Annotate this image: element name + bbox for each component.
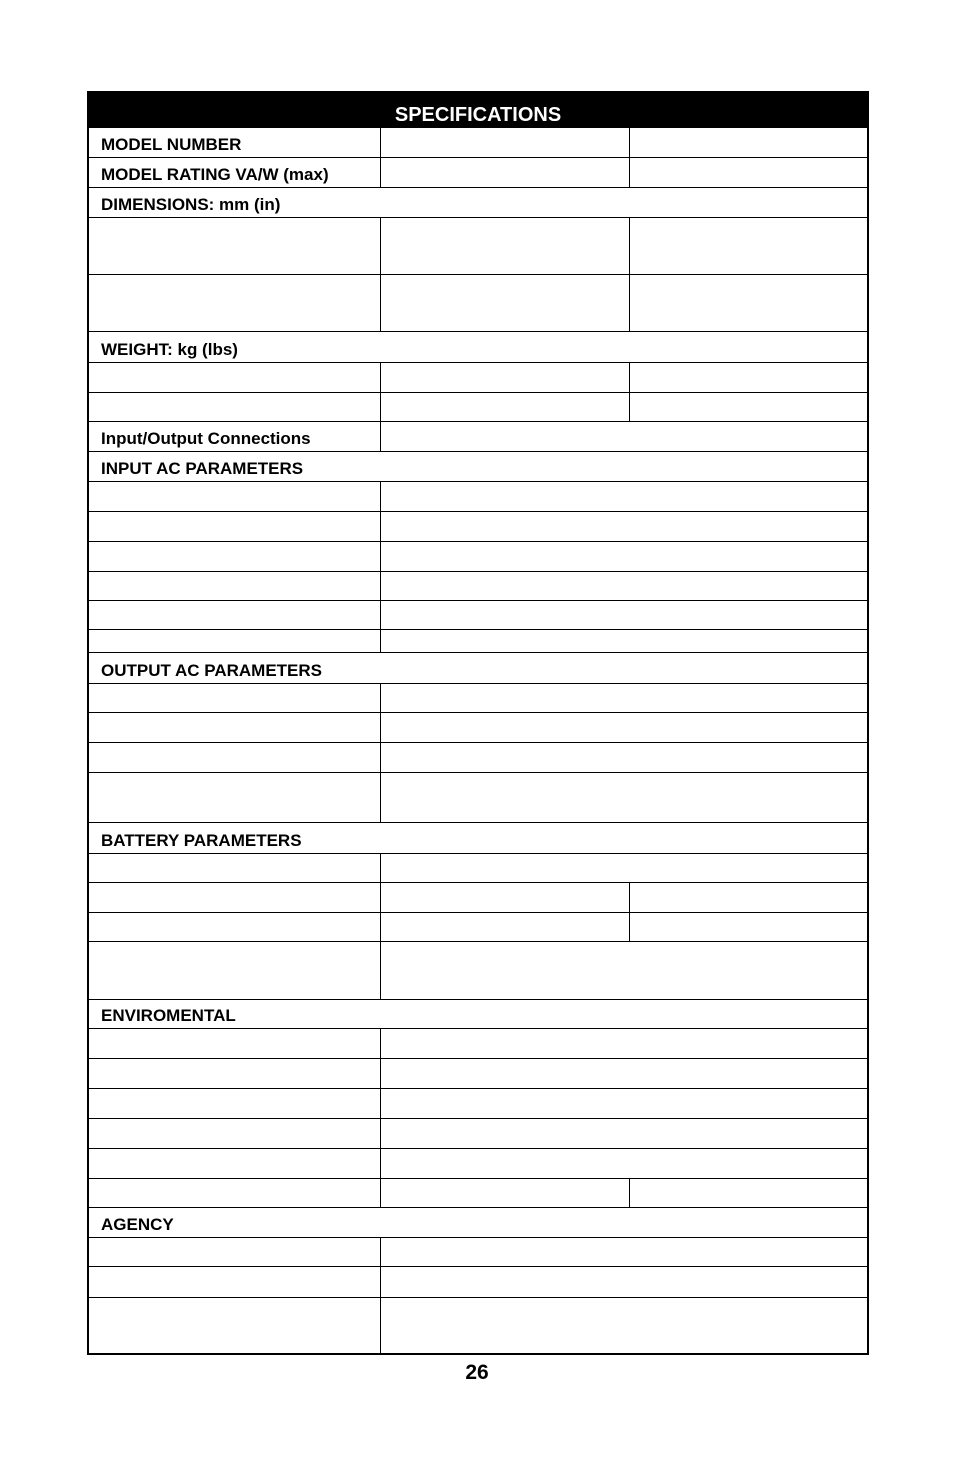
table-row — [88, 1058, 868, 1088]
table-cell — [380, 571, 868, 600]
table-row — [88, 683, 868, 712]
table-cell — [380, 541, 868, 571]
table-cell — [88, 882, 380, 912]
table-cell — [380, 392, 629, 421]
section-header-row — [88, 187, 868, 217]
table-cell — [629, 127, 868, 157]
table-row — [88, 217, 868, 274]
table-cell — [629, 912, 868, 941]
table-row — [88, 1088, 868, 1118]
table-cell — [88, 541, 380, 571]
input-ac-section-header: INPUT AC PARAMETERS — [88, 451, 868, 481]
table-cell — [629, 362, 868, 392]
table-cell — [380, 912, 629, 941]
table-cell — [88, 1118, 380, 1148]
table-cell — [88, 274, 380, 331]
table-row — [88, 511, 868, 541]
table-cell — [380, 1266, 868, 1297]
table-cell — [380, 772, 868, 822]
table-row — [88, 1266, 868, 1297]
section-header-row — [88, 1207, 868, 1237]
table-cell — [629, 274, 868, 331]
model-number-label: MODEL NUMBER — [88, 127, 380, 157]
table-row — [88, 392, 868, 421]
section-header-row — [88, 999, 868, 1028]
io-connections-label: Input/Output Connections — [88, 421, 380, 451]
section-header-row — [88, 331, 868, 362]
section-header-row — [88, 451, 868, 481]
table-row — [88, 742, 868, 772]
table-row — [88, 541, 868, 571]
table-row — [88, 941, 868, 999]
table-cell — [88, 912, 380, 941]
output-ac-section-header: OUTPUT AC PARAMETERS — [88, 652, 868, 683]
table-cell — [88, 742, 380, 772]
table-row — [88, 912, 868, 941]
table-cell — [88, 481, 380, 511]
table-cell — [629, 217, 868, 274]
table-row — [88, 772, 868, 822]
table-row — [88, 1297, 868, 1354]
table-cell — [88, 1297, 380, 1354]
table-row — [88, 421, 868, 451]
table-cell — [380, 481, 868, 511]
table-cell — [380, 1178, 629, 1207]
table-cell — [380, 629, 868, 652]
table-row — [88, 712, 868, 742]
table-cell — [380, 742, 868, 772]
table-cell — [88, 712, 380, 742]
weight-section-header: WEIGHT: kg (lbs) — [88, 331, 868, 362]
table-row — [88, 1148, 868, 1178]
table-cell — [380, 941, 868, 999]
table-cell — [380, 157, 629, 187]
table-row — [88, 853, 868, 882]
table-cell — [380, 1148, 868, 1178]
battery-section-header: BATTERY PARAMETERS — [88, 822, 868, 853]
table-cell — [380, 882, 629, 912]
table-cell — [88, 629, 380, 652]
table-cell — [629, 392, 868, 421]
table-cell — [380, 853, 868, 882]
table-title: SPECIFICATIONS — [88, 92, 868, 127]
table-cell — [380, 1237, 868, 1266]
table-cell — [88, 392, 380, 421]
table-cell — [629, 882, 868, 912]
table-cell — [380, 1297, 868, 1354]
table-cell — [88, 941, 380, 999]
table-cell — [88, 772, 380, 822]
table-row — [88, 362, 868, 392]
table-cell — [380, 1118, 868, 1148]
table-cell — [380, 1028, 868, 1058]
table-cell — [380, 274, 629, 331]
table-row — [88, 600, 868, 629]
table-row — [88, 1028, 868, 1058]
table-row — [88, 1118, 868, 1148]
table-row — [88, 1237, 868, 1266]
table-cell — [380, 712, 868, 742]
table-cell — [380, 1088, 868, 1118]
title-row — [88, 92, 868, 127]
table-row — [88, 481, 868, 511]
section-header-row — [88, 822, 868, 853]
table-cell — [380, 511, 868, 541]
table-cell — [629, 157, 868, 187]
table-cell — [88, 600, 380, 629]
table-row — [88, 157, 868, 187]
table-cell — [88, 217, 380, 274]
table-cell — [380, 127, 629, 157]
table-row — [88, 1178, 868, 1207]
table-cell — [629, 1178, 868, 1207]
table-cell — [380, 217, 629, 274]
agency-section-header: AGENCY — [88, 1207, 868, 1237]
table-cell — [88, 1237, 380, 1266]
table-row — [88, 882, 868, 912]
table-cell — [380, 683, 868, 712]
table-cell — [88, 571, 380, 600]
model-rating-label: MODEL RATING VA/W (max) — [88, 157, 380, 187]
table-cell — [88, 1058, 380, 1088]
table-cell — [380, 600, 868, 629]
table-cell — [88, 1028, 380, 1058]
table-cell — [88, 683, 380, 712]
table-cell — [88, 362, 380, 392]
table-row — [88, 274, 868, 331]
table-cell — [88, 511, 380, 541]
table-cell — [88, 1088, 380, 1118]
table-row — [88, 629, 868, 652]
specifications-table — [87, 91, 869, 1355]
table-cell — [88, 1266, 380, 1297]
page-number: 26 — [465, 1361, 489, 1384]
table-row — [88, 127, 868, 157]
table-cell — [380, 1058, 868, 1088]
table-cell — [380, 421, 868, 451]
table-cell — [88, 1178, 380, 1207]
dimensions-section-header: DIMENSIONS: mm (in) — [88, 187, 868, 217]
table-cell — [380, 362, 629, 392]
table-row — [88, 571, 868, 600]
section-header-row — [88, 652, 868, 683]
environmental-section-header: ENVIROMENTAL — [88, 999, 868, 1028]
table-cell — [88, 853, 380, 882]
table-cell — [88, 1148, 380, 1178]
